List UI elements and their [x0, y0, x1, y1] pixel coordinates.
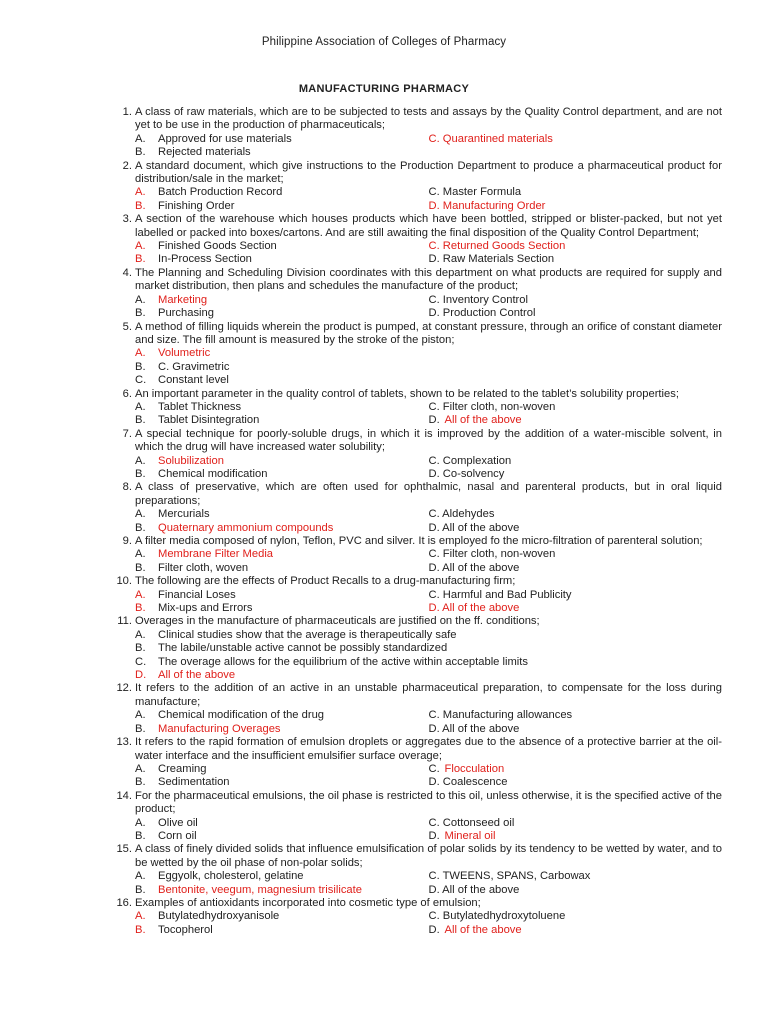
answer-option	[135, 186, 429, 199]
option-letter: D.	[428, 414, 440, 427]
option-text: Chemical modification of the drug	[158, 709, 325, 722]
option-text: Purchasing	[158, 307, 214, 320]
option-text: D. Co-solvency	[428, 467, 505, 480]
option-text: C. Cottonseed oil	[428, 816, 515, 829]
question-number: 3.	[122, 213, 132, 226]
option-letter: D.	[135, 669, 147, 682]
option-letter: C.	[135, 374, 147, 387]
option-text: The overage allows for the equilibrium of the active within acceptable limits	[158, 655, 528, 668]
answer-options	[135, 870, 722, 897]
option-letter: B.	[135, 360, 146, 373]
question-item	[108, 267, 722, 321]
question-number: 7.	[122, 427, 132, 440]
answer-options	[135, 548, 722, 575]
answer-option	[135, 361, 722, 374]
answer-option	[429, 562, 723, 575]
option-text: Mercurials	[158, 508, 210, 521]
option-text: C. Gravimetric	[158, 360, 230, 373]
answer-option-correct	[429, 830, 723, 843]
option-text: C. Filter cloth, non-woven	[428, 548, 556, 561]
option-text: Marketing	[158, 293, 208, 306]
option-text: D. Production Control	[428, 307, 536, 320]
question-number: 11.	[117, 615, 132, 628]
option-letter: A.	[135, 240, 146, 253]
option-text: Finished Goods Section	[158, 240, 277, 253]
answer-option	[429, 468, 723, 481]
question-text: The Planning and Scheduling Division coordinates with this department on what products are required for supply and market distribution, then plans and schedules the manufacture of the product;	[135, 266, 722, 293]
answer-options	[135, 763, 722, 790]
answer-option-correct	[429, 414, 723, 427]
option-letter: B.	[135, 307, 146, 320]
answer-option-correct	[429, 200, 723, 213]
question-number: 16.	[116, 896, 132, 909]
option-text: D. Coalescence	[428, 776, 508, 789]
question-text: A section of the warehouse which houses products which have been bottled, stripped or blister-packed, but not yet labelled or packed into boxes/cartons. And are still awaiting the final disposition of the Quality Control Department;	[135, 213, 722, 239]
option-text: C. Manufacturing allowances	[428, 709, 573, 722]
option-text: Bentonite, veegum, magnesium trisilicate	[158, 883, 362, 896]
option-letter: D.	[428, 829, 440, 842]
answer-option-correct	[135, 347, 722, 360]
question-item	[108, 843, 722, 897]
answer-options	[135, 133, 722, 160]
question-text: A class of finely divided solids that influence emulsification of polar solids by its tendency to be wetted by water, and to be wetted by the oil phase of non-polar solids;	[135, 843, 722, 869]
answer-options	[135, 347, 722, 387]
question-item	[108, 682, 722, 736]
answer-option-correct	[429, 763, 723, 776]
answer-option	[135, 414, 429, 427]
question-text: Examples of antioxidants incorporated into cosmetic type of emulsion;	[135, 896, 481, 909]
answer-options	[135, 401, 722, 428]
answer-option-correct	[135, 522, 429, 535]
option-text: All of the above	[444, 414, 522, 427]
answer-options	[135, 629, 722, 683]
option-text: Flocculation	[444, 762, 505, 775]
question-text: It refers to the rapid formation of emulsion droplets or aggregates due to the absence of a protective barrier at the oil-water interface and the insufficient emulsifier surface overage;	[135, 736, 722, 762]
option-text: C. Master Formula	[428, 186, 522, 199]
question-number: 12.	[116, 682, 132, 695]
answer-option	[135, 629, 722, 642]
answer-option	[429, 723, 723, 736]
answer-options	[135, 910, 722, 937]
option-text: The labile/unstable active cannot be possibly standardized	[158, 642, 448, 655]
answer-options	[135, 709, 722, 736]
question-item	[108, 790, 722, 844]
option-letter: B.	[135, 602, 146, 615]
answer-option	[135, 709, 429, 722]
answer-option	[135, 146, 429, 159]
option-letter: B.	[135, 776, 146, 789]
answer-option	[429, 709, 723, 722]
option-text: D. Raw Materials Section	[428, 253, 555, 266]
option-text: C. Harmful and Bad Publicity	[428, 588, 572, 601]
option-text: Eggyolk, cholesterol, gelatine	[158, 870, 304, 883]
question-item	[108, 535, 722, 575]
answer-option-correct	[135, 723, 429, 736]
question-number: 9.	[122, 535, 132, 547]
option-text: C. Inventory Control	[428, 293, 528, 306]
answer-option	[135, 374, 722, 387]
question-item	[108, 481, 722, 535]
question-text: Overages in the manufacture of pharmaceuticals are justified on the ff. conditions;	[135, 615, 540, 628]
answer-option	[429, 548, 723, 561]
question-item	[108, 106, 722, 160]
option-text: Solubilization	[158, 454, 224, 467]
answer-option	[429, 589, 723, 602]
answer-option	[135, 870, 429, 883]
option-letter: B.	[135, 561, 146, 574]
question-item	[108, 897, 722, 937]
answer-option-correct	[429, 602, 723, 615]
answer-option	[429, 910, 723, 923]
question-text: It refers to the addition of an active in an unstable pharmaceutical preparation, to compensate for the loss during manufacture;	[135, 682, 722, 708]
option-letter: A.	[135, 816, 146, 829]
option-letter: B.	[135, 467, 146, 480]
answer-option	[429, 522, 723, 535]
question-item	[108, 428, 722, 482]
answer-option	[135, 776, 429, 789]
question-list	[108, 106, 722, 937]
option-letter: A.	[135, 186, 146, 199]
answer-option-correct	[135, 548, 429, 561]
option-letter: C.	[135, 655, 147, 668]
option-letter: B.	[135, 199, 146, 212]
option-letter: A.	[135, 400, 146, 413]
option-letter: B.	[135, 146, 146, 159]
question-text: For the pharmaceutical emulsions, the oil phase is restricted to this oil, unless otherwise, it is the specified active of the product;	[135, 789, 723, 816]
option-letter: A.	[135, 548, 146, 561]
answer-option	[429, 776, 723, 789]
option-text: C. TWEENS, SPANS, Carbowax	[428, 870, 591, 883]
option-text: Tablet Thickness	[158, 400, 242, 413]
option-text: Corn oil	[158, 829, 197, 842]
option-text: Clinical studies show that the average is therapeutically safe	[158, 628, 457, 641]
question-item	[108, 615, 722, 682]
question-item	[108, 575, 722, 615]
option-text: D. All of the above	[428, 722, 520, 735]
answer-option	[429, 870, 723, 883]
answer-option	[135, 763, 429, 776]
option-text: Creaming	[158, 762, 207, 775]
option-text: D. All of the above	[428, 521, 520, 534]
option-text: C. Returned Goods Section	[428, 240, 566, 253]
option-text: Sedimentation	[158, 776, 230, 789]
option-text: Tablet Disintegration	[158, 414, 260, 427]
option-text: Membrane Filter Media	[158, 548, 274, 561]
answer-option	[135, 468, 429, 481]
answer-option-correct	[429, 924, 723, 937]
answer-option	[429, 508, 723, 521]
option-letter: B.	[135, 923, 146, 936]
question-number: 15.	[116, 843, 132, 856]
answer-option	[135, 200, 429, 213]
answer-option	[135, 924, 429, 937]
answer-option	[429, 186, 723, 199]
option-letter: A.	[135, 628, 146, 641]
question-number: 10.	[116, 575, 132, 588]
option-text: In-Process Section	[158, 253, 252, 266]
option-letter: A.	[135, 588, 146, 601]
answer-option-correct	[135, 669, 722, 682]
answer-option	[429, 307, 723, 320]
question-text: A standard document, which give instructions to the Production Department to produce a pharmaceutical product for distribution/sale in the market;	[135, 159, 722, 186]
question-number: 2.	[122, 159, 132, 172]
option-text: Constant level	[158, 374, 229, 387]
answer-option	[135, 133, 429, 146]
option-letter: B.	[135, 883, 146, 896]
question-text: A filter media composed of nylon, Teflon, PVC and silver. It is employed fo the micro-filtration of parenteral solution;	[135, 535, 703, 547]
option-letter: A.	[135, 347, 146, 360]
option-text: D. All of the above	[428, 883, 520, 896]
option-letter: B.	[135, 521, 146, 534]
question-item	[108, 388, 722, 428]
answer-option	[135, 642, 722, 655]
option-letter: A.	[135, 709, 146, 722]
question-text: The following are the effects of Product Recalls to a drug-manufacturing firm;	[135, 575, 516, 588]
option-text: C. Filter cloth, non-woven	[428, 400, 556, 413]
answer-option	[135, 602, 429, 615]
option-text: Volumetric	[158, 347, 211, 360]
option-text: C. Quarantined materials	[428, 132, 553, 145]
question-text: An important parameter in the quality control of tablets, shown to be related to the tablet’s solubility properties;	[135, 387, 679, 400]
option-text: Chemical modification	[158, 467, 268, 480]
option-letter: A.	[135, 762, 146, 775]
option-letter: B.	[135, 829, 146, 842]
question-item	[108, 321, 722, 388]
answer-option	[429, 455, 723, 468]
answer-option	[135, 656, 722, 669]
answer-options	[135, 455, 722, 482]
answer-option	[135, 830, 429, 843]
answer-option	[135, 589, 429, 602]
document-title: MANUFACTURING PHARMACY	[298, 83, 470, 95]
option-text: D. All of the above	[428, 561, 520, 574]
option-text: Quaternary ammonium compounds	[158, 521, 334, 534]
option-text: Manufacturing Overages	[158, 722, 281, 735]
question-text: A special technique for poorly-soluble drugs, in which it is improved by the addition of a water-miscible solvent, in which the drug will have increased water solubility;	[135, 427, 722, 454]
option-text: Finishing Order	[158, 199, 235, 212]
option-letter: A.	[135, 910, 146, 923]
option-text: Tocopherol	[158, 923, 213, 936]
question-number: 5.	[122, 320, 132, 333]
answer-options	[135, 294, 722, 321]
option-letter: A.	[135, 454, 146, 467]
answer-options	[135, 186, 722, 213]
answer-option	[135, 307, 429, 320]
answer-options	[135, 589, 722, 616]
option-letter: B.	[135, 642, 146, 655]
answer-option	[135, 240, 429, 253]
question-number: 13.	[116, 736, 132, 749]
answer-option	[135, 817, 429, 830]
answer-options	[135, 240, 722, 267]
option-text: Batch Production Record	[158, 186, 283, 199]
option-text: Filter cloth, woven	[158, 561, 249, 574]
answer-option-correct	[429, 240, 723, 253]
page-header: Philippine Association of Colleges of Pharmacy	[261, 36, 507, 48]
answer-options	[135, 508, 722, 535]
option-text: Rejected materials	[158, 146, 251, 159]
option-text: Mix-ups and Errors	[158, 602, 253, 615]
question-text: A class of raw materials, which are to be subjected to tests and assays by the Quality Control department, and are not yet to be use in the production of pharmaceuticals;	[135, 106, 722, 132]
question-text: A method of filling liquids wherein the product is pumped, at constant pressure, through an orifice of constant diameter and size. The fill amount is measured by the stroke of the piston;	[135, 320, 722, 346]
option-text: Approved for use materials	[158, 132, 292, 145]
option-text: All of the above	[158, 669, 236, 682]
answer-option	[135, 910, 429, 923]
option-letter: B.	[135, 414, 146, 427]
option-text: Mineral oil	[444, 829, 496, 842]
question-number: 14.	[116, 789, 132, 802]
answer-option-correct	[429, 133, 723, 146]
option-letter: A.	[135, 293, 146, 306]
answer-option-correct	[135, 884, 429, 897]
answer-option	[135, 253, 429, 266]
option-text: D. All of the above	[428, 602, 520, 615]
option-text: Financial Loses	[158, 588, 236, 601]
question-number: 8.	[122, 481, 132, 494]
answer-option	[135, 401, 429, 414]
answer-option	[135, 508, 429, 521]
answer-option-correct	[135, 294, 429, 307]
option-letter: D.	[428, 923, 440, 936]
option-letter: B.	[135, 722, 146, 735]
question-item	[108, 736, 722, 790]
answer-option	[429, 294, 723, 307]
answer-options	[135, 817, 722, 844]
question-item	[108, 213, 722, 267]
option-text: Olive oil	[158, 816, 198, 829]
answer-option	[429, 884, 723, 897]
question-text: A class of preservative, which are often used for ophthalmic, nasal and parenteral products, but in oral liquid preparations;	[135, 481, 722, 507]
answer-option	[429, 401, 723, 414]
question-number: 6.	[122, 387, 132, 400]
option-text: Butylatedhydroxyanisole	[158, 910, 280, 923]
option-letter: A.	[135, 132, 146, 145]
option-letter: A.	[135, 870, 146, 883]
option-letter: A.	[135, 508, 146, 521]
answer-option	[429, 253, 723, 266]
option-letter: C.	[428, 762, 440, 775]
option-text: C. Butylatedhydroxytoluene	[428, 910, 566, 923]
option-text: C. Complexation	[428, 454, 512, 467]
answer-option-correct	[135, 455, 429, 468]
option-letter: B.	[135, 253, 146, 266]
option-text: All of the above	[444, 923, 522, 936]
question-number: 4.	[122, 266, 132, 279]
question-number: 1.	[122, 106, 132, 118]
option-text: D. Manufacturing Order	[428, 199, 546, 212]
answer-option	[429, 817, 723, 830]
answer-option	[135, 562, 429, 575]
option-text: C. Aldehydes	[428, 508, 495, 521]
question-item	[108, 160, 722, 214]
